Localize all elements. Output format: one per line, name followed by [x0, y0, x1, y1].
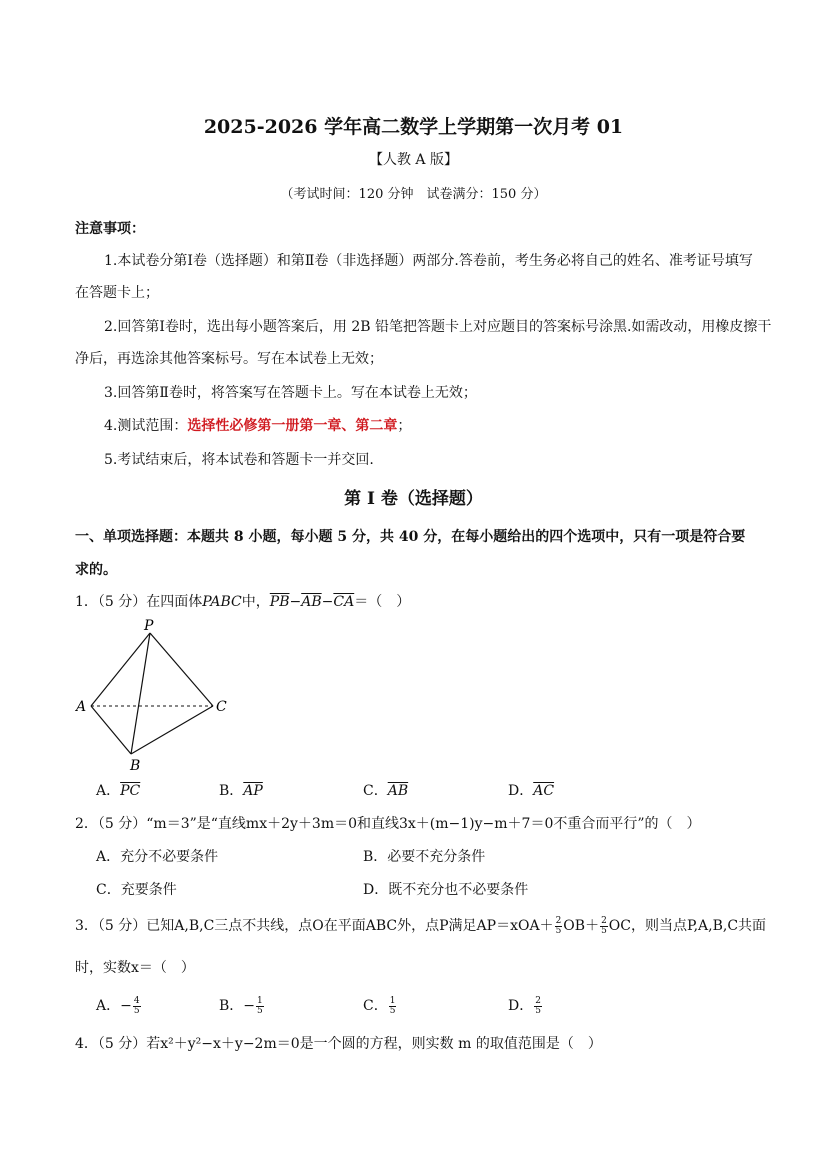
note-4 — [104, 415, 411, 435]
note-4-suffix: ； — [397, 418, 412, 434]
q3-text-a: 3．（5 分）已知A,B,C三点不共线，点O在平面ABC外，点P满足AP＝xOA＋ — [75, 918, 554, 934]
note-2-line-2: 净后，再选涂其他答案标号。写在本试卷上无效； — [75, 351, 383, 367]
question-4: 4．（5 分）若x²＋y²−x＋y−2m＝0是一个圆的方程，则实数 m 的取值范围是（ ） — [75, 1036, 602, 1052]
q3-option-a-sign: − — [120, 998, 132, 1014]
q1-option-c-vec: $\overline{AB}$ — [387, 783, 409, 799]
q3-option-d-num: 2 — [535, 995, 541, 1006]
question-1 — [75, 591, 410, 611]
question-3 — [75, 915, 766, 936]
q3-text-b: OC，则当点P,A,B,C共面 — [608, 918, 767, 934]
note-4-prefix: 4.测试范围： — [104, 418, 188, 434]
q1-vec-1: $\overline{PB}$ — [269, 594, 290, 610]
q1-tail: ＝（ ） — [354, 594, 411, 610]
q3-option-c-frac — [389, 997, 397, 1016]
q3-option-a-num: 4 — [133, 995, 140, 1006]
q2-option-c: C．充要条件 — [96, 882, 177, 898]
note-3: 3.回答第Ⅱ卷时，将答案写在答题卡上。写在本试卷上无效； — [104, 385, 477, 401]
q3-option-b-den: 5 — [257, 1005, 263, 1016]
question-3-line-2: 时，实数x＝（ ） — [75, 960, 195, 976]
question-2: 2．（5 分）“m＝3”是“直线mx＋2y＋3m＝0和直线3x＋(m−1)y−m＋7＝0不重合而平行”的（ ） — [75, 816, 701, 832]
q2-option-d: D．既不充分也不必要条件 — [363, 882, 529, 898]
q3-option-a-letter: A． — [96, 998, 121, 1014]
q1-option-a — [96, 780, 140, 800]
q1-option-a-letter: A． — [96, 783, 121, 799]
q1-mid: 中， — [241, 594, 270, 610]
q1-option-b — [219, 780, 263, 800]
note-1-line-2: 在答题卡上； — [75, 285, 159, 301]
q1-minus-1: − — [289, 594, 302, 610]
q1-option-d-letter: D． — [508, 783, 534, 799]
edge-pb — [131, 633, 150, 754]
q3-mid: OB＋ — [563, 918, 600, 934]
label-b: B — [130, 758, 141, 774]
q3-option-c — [363, 995, 397, 1016]
q3-frac-2 — [600, 917, 608, 936]
q1-option-c — [363, 780, 408, 800]
edge-pa — [91, 633, 150, 706]
q1-tetra: PABC — [202, 594, 242, 610]
q3-option-d-frac — [534, 997, 542, 1016]
q1-vec-2: $\overline{AB}$ — [301, 594, 322, 610]
q3-frac-1-den: 5 — [555, 925, 562, 936]
q1-option-b-letter: B． — [219, 783, 244, 799]
section-instruction-line-2: 求的。 — [75, 562, 117, 578]
edge-ab — [91, 706, 131, 754]
q1-vec-3: $\overline{CA}$ — [333, 594, 355, 610]
q3-option-a — [96, 995, 142, 1016]
q1-option-c-letter: C． — [363, 783, 388, 799]
q1-minus-2: − — [321, 594, 334, 610]
label-p: P — [144, 618, 154, 634]
edge-bc — [131, 706, 213, 754]
q3-option-b-sign: − — [243, 998, 256, 1014]
q1-option-d — [508, 780, 554, 800]
note-4-scope: 选择性必修第一册第一章、第二章 — [187, 418, 398, 434]
label-c: C — [216, 699, 227, 715]
note-2-line-1: 2.回答第Ⅰ卷时，选出每小题答案后，用 2B 铅笔把答题卡上对应题目的答案标号涂黑.如需改动，用橡皮擦干 — [104, 319, 772, 335]
q3-option-a-den: 5 — [133, 1005, 140, 1016]
page-title: 2025-2026 学年高二数学上学期第一次月考 01 — [203, 116, 624, 138]
tetrahedron-figure — [70, 615, 240, 775]
q3-option-c-letter: C． — [363, 998, 388, 1014]
q1-option-a-vec: $\overline{PC}$ — [120, 783, 141, 799]
notes-heading: 注意事项： — [75, 221, 145, 237]
edition-label: 【人教 A 版】 — [368, 152, 458, 168]
q3-option-d-letter: D． — [508, 998, 534, 1014]
q3-option-d-den: 5 — [535, 1005, 541, 1016]
q3-frac-2-num: 2 — [601, 915, 607, 926]
q3-option-b — [219, 995, 265, 1016]
exam-info: （考试时间：120 分钟 试卷满分：150 分） — [280, 187, 547, 202]
q1-option-d-vec: $\overline{AC}$ — [533, 783, 555, 799]
q1-number: 1．（5 分）在四面体 — [75, 594, 203, 610]
q3-option-a-frac — [133, 997, 141, 1016]
q3-frac-1 — [555, 917, 563, 936]
note-5: 5.考试结束后，将本试卷和答题卡一并交回. — [104, 452, 374, 468]
q3-option-b-num: 1 — [257, 995, 263, 1006]
q3-option-d — [508, 995, 543, 1016]
section-instruction-line-1: 一、单项选择题：本题共 8 小题，每小题 5 分，共 40 分，在每小题给出的四个选项中，只有一项是符合要 — [75, 529, 746, 545]
note-1-line-1: 1.本试卷分第Ⅰ卷（选择题）和第Ⅱ卷（非选择题）两部分.答卷前，考生务必将自己的姓名、准考证号填写 — [104, 253, 753, 269]
q2-option-a: A．充分不必要条件 — [96, 849, 219, 865]
edge-pc — [150, 633, 213, 706]
q3-frac-1-num: 2 — [555, 915, 562, 926]
label-a: A — [76, 699, 87, 715]
q1-option-b-vec: $\overline{AP}$ — [243, 783, 263, 799]
q3-option-b-frac — [256, 997, 264, 1016]
q2-option-b: B．必要不充分条件 — [363, 849, 486, 865]
q3-option-c-den: 5 — [389, 1005, 396, 1016]
q3-option-b-letter: B． — [219, 998, 244, 1014]
q3-option-c-num: 1 — [389, 995, 396, 1006]
section-title: 第 I 卷（选择题） — [344, 489, 483, 509]
q3-frac-2-den: 5 — [601, 925, 607, 936]
